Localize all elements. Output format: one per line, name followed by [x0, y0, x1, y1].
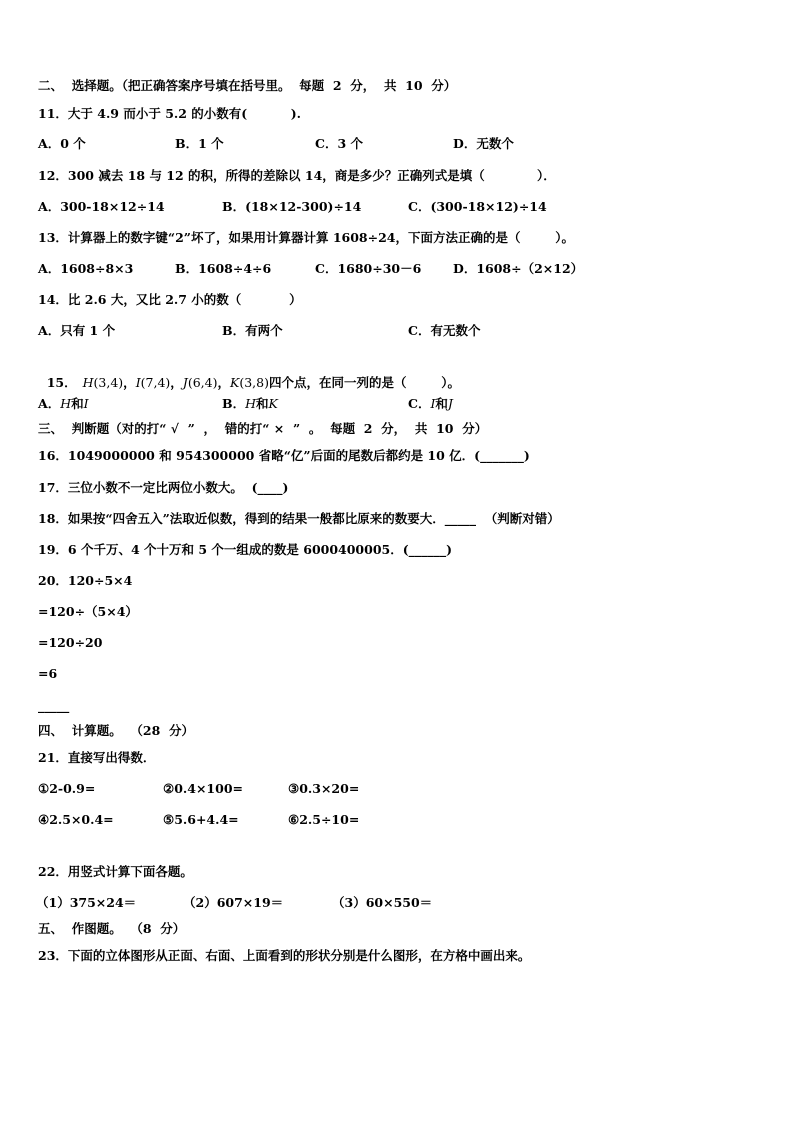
question-20-line-4: =6 [38, 666, 58, 681]
question-13: 13．计算器上的数字键“2”坏了，如果用计算器计算 1608÷24，下面方法正确的是（ ）。 [38, 230, 575, 245]
q12-option-b[interactable]: B．(18×12-300)÷14 [222, 199, 362, 214]
q11-option-d[interactable]: D．无数个 [453, 136, 514, 151]
section-3-heading: 三、 判断题（对的打“ √ ” ， 错的打“ × ” 。 每题 2 分， 共 10 分） [38, 421, 488, 436]
q15-option-b-point1: H [245, 396, 256, 411]
q11-option-b[interactable]: B．1 个 [175, 136, 224, 151]
question-19: 19．6 个千万、4 个十万和 5 个一组成的数是 6000400005．(______) [38, 542, 453, 557]
question-20-line-3: =120÷20 [38, 635, 103, 650]
section-5-heading: 五、 作图题。 （8 分） [38, 921, 186, 936]
q21-item-2: ②0.4×100= [163, 781, 243, 796]
q13-option-a[interactable]: A．1608÷8×3 [38, 261, 134, 276]
question-11: 11．大于 4.9 而小于 5.2 的小数有( ). [38, 106, 301, 121]
point-i-coord: (7,4) [140, 375, 171, 390]
question-21: 21．直接写出得数． [38, 750, 156, 765]
section-2-heading: 二、 选择题。（把正确答案序号填在括号里。 每题 2 分， 共 10 分） [38, 78, 457, 93]
q12-option-a[interactable]: A．300-18×12÷14 [38, 199, 165, 214]
q15-option-c-point2: J [447, 396, 453, 411]
point-k-label: K [229, 375, 240, 390]
point-h-label: H [82, 375, 94, 390]
q15-option-a-point2: I [83, 396, 89, 411]
point-i-label: I [135, 375, 141, 390]
section-4-heading: 四、 计算题。 （28 分） [38, 723, 195, 738]
point-h-coord: (3,4) [93, 375, 124, 390]
q13-option-b[interactable]: B．1608÷4÷6 [175, 261, 272, 276]
point-j-label: J [182, 375, 188, 390]
question-18: 18．如果按“四舍五入”法取近似数，得到的结果一般都比原来的数要大．_____ （判断对错） [38, 511, 560, 526]
question-22: 22．用竖式计算下面各题。 [38, 864, 193, 879]
q15-option-a-and: 和 [71, 396, 84, 411]
question-23: 23．下面的立体图形从正面、右面、上面看到的形状分别是什么图形，在方格中画出来。 [38, 948, 531, 963]
question-20-line-1: 20．120÷5×4 [38, 573, 133, 588]
q14-option-b[interactable]: B．有两个 [222, 323, 283, 338]
q21-item-3: ③0.3×20= [288, 781, 360, 796]
q11-option-a[interactable]: A．0 个 [38, 136, 86, 151]
q15-option-b-and: 和 [255, 396, 269, 411]
question-14: 14．比 2.6 大，又比 2.7 小的数（ ） [38, 292, 302, 307]
q11-option-c[interactable]: C．3 个 [315, 136, 363, 151]
q14-option-c[interactable]: C．有无数个 [408, 323, 481, 338]
q15-option-c-letter: C． [408, 396, 431, 411]
q15-option-a[interactable] [38, 396, 89, 412]
q21-item-4: ④2.5×0.4= [38, 812, 114, 827]
question-16: 16．1049000000 和 954300000 省略“亿”后面的尾数后都约是 10 亿．(_______) [38, 448, 530, 463]
point-j-coord: (6,4) [187, 375, 218, 390]
q21-item-5: ⑤5.6+4.4= [163, 812, 239, 827]
q15-option-c-point1: I [430, 396, 436, 411]
question-17: 17．三位小数不一定比两位小数大。 (____) [38, 480, 289, 495]
question-12: 12．300 减去 18 与 12 的积，所得的差除以 14，商是多少？正确列式是填（ ）． [38, 168, 556, 183]
question-20-line-2: =120÷（5×4） [38, 604, 138, 619]
q13-option-d[interactable]: D．1608÷（2×12） [453, 261, 584, 276]
q21-item-1: ①2-0.9= [38, 781, 96, 796]
q15-option-a-letter: A． [38, 396, 61, 411]
q12-option-c[interactable]: C．(300-18×12)÷14 [408, 199, 547, 214]
q15-number: 15． [46, 375, 77, 390]
q15-option-b-point2: K [268, 396, 278, 411]
q15-option-c-and: 和 [435, 396, 448, 411]
q14-option-a[interactable]: A．只有 1 个 [38, 323, 116, 338]
q22-item-3: （3）60×550＝ [332, 895, 433, 910]
question-15: 15． H(3,4)，I(7,4)，J(6,4)，K(3,8)四个点，在同一列的是（ ）。 [46, 375, 461, 390]
q22-item-1: （1）375×24＝ [36, 895, 137, 910]
point-k-coord: (3,8) [239, 375, 269, 390]
q21-item-6: ⑥2.5÷10= [288, 812, 360, 827]
q15-option-b-letter: B． [222, 396, 246, 411]
q22-item-2: （2）607×19＝ [183, 895, 284, 910]
question-20-answer-blank[interactable]: _____ [38, 698, 70, 713]
q15-option-c[interactable] [408, 396, 453, 412]
q13-option-c[interactable]: C．1680÷30－6 [315, 261, 422, 276]
q15-option-b[interactable] [222, 396, 278, 412]
q15-option-a-point1: H [60, 396, 72, 411]
q15-tail: 四个点，在同一列的是（ ）。 [268, 375, 461, 390]
